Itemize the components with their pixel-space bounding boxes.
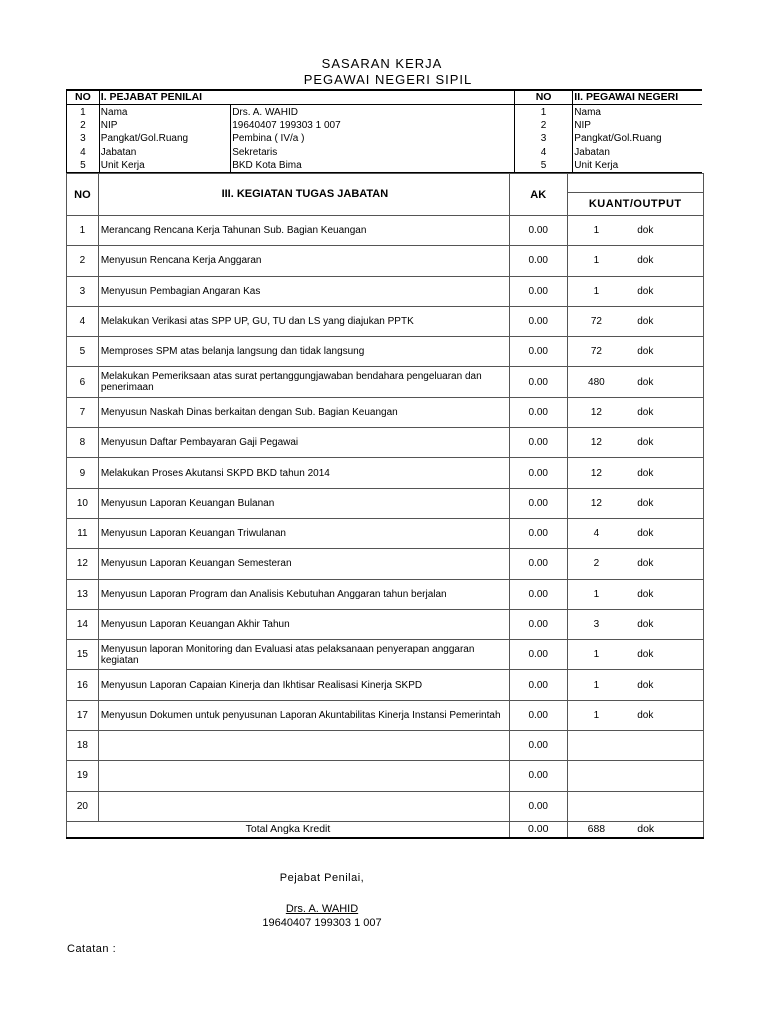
row-qty: 72 [567,306,625,336]
row-qty: 1 [567,579,625,609]
row-qty: 1 [567,640,625,670]
row-ak: 0.00 [509,579,567,609]
row-activity: Merancang Rencana Kerja Tahunan Sub. Bagian Keuangan [98,216,509,246]
row-no: 17 [67,700,99,730]
signature-role: Pejabat Penilai, [279,872,365,884]
row-activity: Melakukan Proses Akutansi SKPD BKD tahun 2014 [98,458,509,488]
row-unit: dok [625,609,703,639]
row-no: 15 [67,640,99,670]
activity-row [67,458,704,488]
row-activity: Menyusun Laporan Keuangan Triwulanan [98,518,509,548]
doc-title-line1: SASARAN KERJA [321,56,443,71]
identity-label2: Jabatan [574,146,610,158]
total-unit: dok [625,821,703,838]
identity-no2: 3 [514,132,572,145]
identity-no: 2 [67,119,100,132]
activity-row [67,791,704,821]
activity-row [67,488,704,518]
row-qty [567,791,625,821]
row-ak: 0.00 [509,216,567,246]
total-qty: 688 [567,821,625,838]
activity-row [67,337,704,367]
activity-row [67,700,704,730]
identity-label: NIP [100,119,118,131]
row-no: 19 [67,761,99,791]
row-activity [98,791,509,821]
activity-table [66,173,704,839]
row-unit: dok [625,670,703,700]
row-qty: 2 [567,549,625,579]
row-no: 13 [67,579,99,609]
header-no2-label: NO [514,90,572,105]
row-activity: Memproses SPM atas belanja langsung dan tidak langsung [98,337,509,367]
row-ak: 0.00 [509,549,567,579]
identity-value: Sekretaris [231,146,515,159]
row-no: 10 [67,488,99,518]
row-activity: Menyusun Laporan Capaian Kinerja dan Ikhtisar Realisasi Kinerja SKPD [98,670,509,700]
row-no: 8 [67,428,99,458]
activity-row [67,246,704,276]
identity-value: Drs. A. WAHID [231,105,515,119]
identity-label2: Pangkat/Gol.Ruang [574,133,662,145]
row-activity: Menyusun Daftar Pembayaran Gaji Pegawai [98,428,509,458]
row-qty: 1 [567,670,625,700]
row-ak: 0.00 [509,640,567,670]
row-activity [98,731,509,761]
identity-value: 19640407 199303 1 007 [231,119,515,132]
row-activity: Menyusun laporan Monitoring dan Evaluasi atas pelaksanaan penyerapan anggaran kegiatan [98,640,509,670]
total-ak: 0.00 [509,821,567,838]
doc-title-line2: PEGAWAI NEGERI SIPIL [303,72,473,87]
row-activity: Menyusun Laporan Keuangan Akhir Tahun [98,609,509,639]
row-qty: 1 [567,700,625,730]
identity-row [67,159,703,173]
row-unit: dok [625,518,703,548]
identity-no2: 4 [514,146,572,159]
row-ak: 0.00 [509,609,567,639]
row-no: 11 [67,518,99,548]
pegawai-negeri-title: II. PEGAWAI NEGERI [573,90,702,105]
row-no: 20 [67,791,99,821]
activity-row [67,609,704,639]
row-unit: dok [625,428,703,458]
activity-row [67,367,704,397]
row-qty: 12 [567,428,625,458]
row-unit: dok [625,579,703,609]
row-ak: 0.00 [509,246,567,276]
row-no: 14 [67,609,99,639]
activity-row [67,216,704,246]
row-ak: 0.00 [509,670,567,700]
row-qty: 1 [567,216,625,246]
row-qty: 12 [567,397,625,427]
row-no: 9 [67,458,99,488]
row-ak: 0.00 [509,367,567,397]
row-no: 4 [67,306,99,336]
row-no: 1 [67,216,99,246]
row-qty: 72 [567,337,625,367]
row-no: 7 [67,397,99,427]
row-ak: 0.00 [509,428,567,458]
row-no: 5 [67,337,99,367]
row-unit: dok [625,337,703,367]
row-ak: 0.00 [509,731,567,761]
header-no-label: NO [67,90,100,105]
row-activity: Melakukan Pemeriksaan atas surat pertanggungjawaban bendahara pengeluaran dan penerimaan [98,367,509,397]
row-activity [98,761,509,791]
activity-row [67,731,704,761]
row-no: 12 [67,549,99,579]
row-activity: Menyusun Laporan Keuangan Bulanan [98,488,509,518]
identity-row [67,119,703,132]
row-unit [625,761,703,791]
identity-table [66,89,702,174]
row-unit: dok [625,458,703,488]
row-unit: dok [625,397,703,427]
identity-no: 5 [67,159,100,173]
row-qty: 4 [567,518,625,548]
row-unit: dok [625,488,703,518]
row-unit: dok [625,276,703,306]
identity-label2: Unit Kerja [573,159,702,173]
row-qty: 12 [567,458,625,488]
identity-label2: Nama [574,106,601,118]
row-ak: 0.00 [509,488,567,518]
col-no-header: NO [67,174,99,216]
row-qty [567,761,625,791]
row-ak: 0.00 [509,761,567,791]
activity-row [67,518,704,548]
row-no: 16 [67,670,99,700]
row-unit: dok [625,216,703,246]
identity-value: BKD Kota Bima [231,159,515,173]
identity-no2: 5 [514,159,572,173]
activity-row [67,276,704,306]
row-qty: 1 [567,246,625,276]
row-no: 2 [67,246,99,276]
col-activity-header: III. KEGIATAN TUGAS JABATAN [98,174,509,216]
row-activity: Menyusun Laporan Program dan Analisis Kebutuhan Anggaran tahun berjalan [98,579,509,609]
activity-row [67,640,704,670]
signature-nip: 19640407 199303 1 007 [262,917,382,929]
row-ak: 0.00 [509,700,567,730]
row-ak: 0.00 [509,306,567,336]
pejabat-penilai-title: I. PEJABAT PENILAI [99,90,514,105]
identity-row [67,132,703,145]
row-ak: 0.00 [509,337,567,367]
identity-label: Jabatan [100,146,137,158]
activity-row [67,761,704,791]
row-no: 3 [67,276,99,306]
row-activity: Menyusun Naskah Dinas berkaitan dengan Sub. Bagian Keuangan [98,397,509,427]
row-unit [625,731,703,761]
row-qty: 1 [567,276,625,306]
row-qty: 3 [567,609,625,639]
activity-row [67,397,704,427]
identity-label: Unit Kerja [99,159,230,173]
activity-row [67,428,704,458]
identity-no: 3 [67,132,100,145]
note-label: Catatan : [67,943,117,955]
identity-row [67,146,703,159]
total-row [67,821,704,838]
col-output-header: KUANT/OUTPUT [567,193,704,216]
identity-no: 1 [67,105,100,119]
activity-row [67,306,704,336]
activity-row [67,579,704,609]
row-unit: dok [625,700,703,730]
row-ak: 0.00 [509,397,567,427]
row-activity: Melakukan Verikasi atas SPP UP, GU, TU dan LS yang diajukan PPTK [98,306,509,336]
row-activity: Menyusun Pembagian Angaran Kas [98,276,509,306]
row-activity: Menyusun Rencana Kerja Anggaran [98,246,509,276]
row-ak: 0.00 [509,276,567,306]
row-ak: 0.00 [509,458,567,488]
signature-name: Drs. A. WAHID [285,903,359,915]
row-unit: dok [625,367,703,397]
row-activity: Menyusun Laporan Keuangan Semesteran [98,549,509,579]
row-unit: dok [625,549,703,579]
identity-label: Nama [100,106,128,118]
row-qty [567,731,625,761]
identity-label2: NIP [574,119,591,131]
identity-no2: 2 [514,119,572,132]
identity-row [67,105,703,119]
identity-no: 4 [67,146,100,159]
identity-no2: 1 [514,105,572,119]
row-no: 18 [67,731,99,761]
total-label: Total Angka Kredit [67,821,510,838]
identity-label: Pangkat/Gol.Ruang [100,133,189,145]
row-unit: dok [625,306,703,336]
activity-row [67,670,704,700]
col-ak-header: AK [509,174,567,216]
row-activity: Menyusun Dokumen untuk penyusunan Laporan Akuntabilitas Kinerja Instansi Pemerintah [98,700,509,730]
col-output-top [567,174,704,193]
row-unit [625,791,703,821]
identity-value: Pembina ( IV/a ) [231,132,515,145]
row-qty: 480 [567,367,625,397]
row-unit: dok [625,246,703,276]
row-unit: dok [625,640,703,670]
row-no: 6 [67,367,99,397]
activity-row [67,549,704,579]
row-ak: 0.00 [509,518,567,548]
row-ak: 0.00 [509,791,567,821]
row-qty: 12 [567,488,625,518]
